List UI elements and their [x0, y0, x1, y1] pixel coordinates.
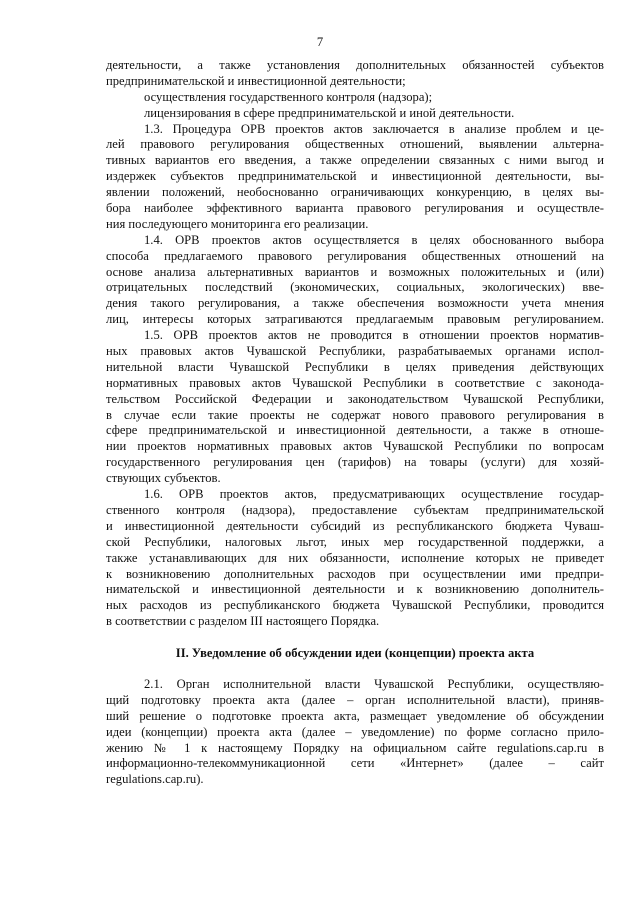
text-line: основе анализа альтернативных вариантов и возможных положительных и (или) — [106, 264, 604, 279]
text-line: деятельности, а также установления дополнительных обязанностей субъектов — [106, 58, 604, 72]
text-line: лей правового регулирования общественных отношений, выявлении альтерна- — [106, 137, 604, 152]
text-line: также устанавливающих для них обязанности, исполнение которых не приведет — [106, 550, 604, 565]
text-line: сфере предпринимательской и инвестиционной деятельности, а также в отноше- — [106, 423, 604, 438]
text-line: regulations.cap.ru). — [106, 772, 204, 787]
paragraph — [106, 90, 604, 106]
text-line: ской Республики, налоговых льгот, иных мер государственной поддержки, а — [106, 534, 604, 549]
text-line: тивных вариантов его введения, а также определении связанных с ними выгод и — [106, 153, 604, 168]
text-line: ния последующего мониторинга его реализации. — [106, 216, 369, 231]
text-line: нительной власти Чувашской Республики в целях приведения действующих — [106, 359, 604, 374]
text-line: ственного контроля (надзора), предоставление субъектам предпринимательской — [106, 502, 604, 517]
text-line: 1.5. ОРВ проектов актов не проводится в отношении проектов норматив- — [144, 328, 604, 343]
paragraph — [106, 328, 604, 487]
text-line: ных правовых актов Чувашской Республики, разрабатываемых органами испол- — [106, 344, 604, 359]
section-heading: II. Уведомление об обсуждении идеи (концепции) проекта акта — [175, 646, 535, 661]
paragraph — [106, 106, 604, 122]
text-line: предпринимательской и инвестиционной деятельности; — [106, 73, 406, 88]
text-line: государственного регулирования цен (тарифов) на товары (услуги) для хозяй- — [106, 455, 604, 470]
text-line: в случае если такие проекты не содержат нового правового регулирования в — [106, 407, 604, 422]
text-line: к возникновению дополнительных расходов при осуществлении ими предпри- — [106, 566, 604, 581]
text-line: ствующих субъектов. — [106, 471, 221, 486]
text-line: ных расходов из республиканского бюджета Чувашской Республики, проводится — [106, 598, 604, 613]
paragraph — [106, 677, 604, 788]
text-line: издержек субъектов предпринимательской и инвестиционной деятельности, вы- — [106, 169, 604, 184]
text-line: нимательской и инвестиционной деятельности и к возникновению дополнитель- — [106, 582, 604, 597]
text-line: ший решение о подготовке проекта акта, размещает уведомление об обсуждении — [106, 708, 604, 723]
text-line: щий подготовку проекта акта (далее – орган исполнительной власти), приняв- — [106, 692, 604, 707]
page-number: 7 — [316, 35, 324, 49]
paragraph — [106, 487, 604, 630]
text-line: 2.1. Орган исполнительной власти Чувашской Республики, осуществляю- — [144, 676, 604, 691]
text-line: 1.3. Процедура ОРВ проектов актов заключается в анализе проблем и це- — [144, 121, 604, 136]
text-line: отрицательных последствий (экономических, социальных, экологических) вве- — [106, 280, 604, 295]
paragraph — [106, 122, 604, 233]
text-line: 1.4. ОРВ проектов актов осуществляется в целях обоснованного выбора — [144, 232, 604, 247]
text-line: жению № 1 к настоящему Порядку на официальном сайте regulations.cap.ru в — [106, 740, 604, 755]
text-line: способа предлагаемого правового регулирования общественных отношений на — [106, 248, 604, 263]
text-line: лицензирования в сфере предпринимательской и иной деятельности. — [144, 105, 515, 120]
paragraph — [106, 233, 604, 328]
text-line: нии проектов нормативных правовых актов Чувашской Республики по вопросам — [106, 439, 604, 454]
text-line: дения такого регулирования, а также обеспечения возможности учета мнения — [106, 296, 604, 311]
text-line: явлении положений, необоснованно ограничивающих конкуренцию, в целях вы- — [106, 185, 604, 200]
text-line: идеи (концепции) проекта акта (далее – уведомление) по форме согласно прило- — [106, 724, 604, 739]
text-line: и инвестиционной деятельности субсидий из республиканского бюджета Чуваш- — [106, 518, 604, 533]
text-line: лиц, интересы которых затрагиваются предлагаемым правовым регулированием. — [106, 312, 604, 327]
text-line: 1.6. ОРВ проектов актов, предусматривающих осуществление государ- — [144, 487, 604, 502]
paragraph — [106, 58, 604, 90]
text-line: информационно-телекоммуникационной сети «Интернет» (далее – сайт — [106, 756, 604, 771]
text-line: тельством Российской Федерации и законодательством Чувашской Республики, — [106, 391, 604, 406]
text-line: нормативных правовых актов Чувашской Республики в соответствие с законода- — [106, 375, 604, 390]
text-line: в соответствии с разделом III настоящего Порядка. — [106, 614, 380, 629]
text-line: осуществления государственного контроля (надзора); — [144, 89, 433, 104]
text-line: бора наиболее эффективного варианта правового регулирования и осуществле- — [106, 201, 604, 216]
document-body — [106, 58, 604, 788]
